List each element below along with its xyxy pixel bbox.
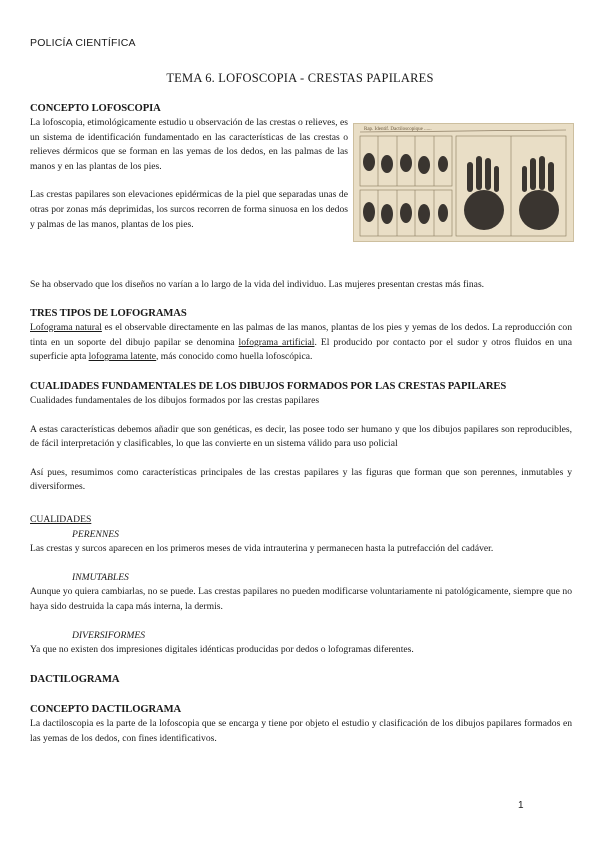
fingerprint-card-image bbox=[353, 123, 574, 242]
term-lofograma-natural: Lofograma natural bbox=[30, 322, 102, 333]
paragraph-disenos bbox=[30, 278, 572, 293]
term-lofograma-artificial: lofograma artificial bbox=[238, 336, 315, 348]
page-header: POLICÍA CIENTÍFICA bbox=[30, 37, 136, 49]
paragraph: Ya que no existen dos impresiones digitales idénticas producidas por dedos o lofogramas diferentes. bbox=[30, 644, 414, 656]
section-concepto-lofoscopia bbox=[30, 102, 348, 232]
section-tres-tipos bbox=[30, 307, 572, 365]
text-run: , más conocido como huella lofoscópica. bbox=[156, 351, 313, 363]
term-lofograma-latente: lofograma latente bbox=[88, 351, 156, 363]
quality-label-perennes: PERENNES bbox=[72, 528, 119, 540]
section-heading: TRES TIPOS DE LOFOGRAMAS bbox=[30, 308, 187, 319]
section-heading: CONCEPTO LOFOSCOPIA bbox=[30, 103, 161, 114]
quality-label-inmutables: INMUTABLES bbox=[72, 571, 129, 583]
text-run: . El producido por contacto por el sudor y otros fluidos en una superficie apta bbox=[30, 336, 572, 363]
page-title: TEMA 6. LOFOSCOPIA - CRESTAS PAPILARES bbox=[166, 71, 434, 85]
page-number: 1 bbox=[518, 800, 524, 811]
paragraph: A estas características debemos añadir que son genéticas, es decir, las posee todo ser humano y que los dibujos papilares son reproducibles, de fácil interpretación y clasificables, lo que las convierte en un sistema válido para uso policial bbox=[30, 423, 572, 450]
section-dactilograma bbox=[30, 673, 572, 746]
paragraph: La dactiloscopia es la parte de la lofoscopia que se encarga y tiene por objeto el estudio y clasificación de los dibujos papilares formados en las yemas de los dedos, con fines identificativos. bbox=[30, 718, 572, 744]
paragraph: Así pues, resumimos como características principales de las crestas papilares y las figuras que forman que son perennes, inmutables y diversiformes. bbox=[30, 466, 572, 493]
paragraph: La lofoscopia, etimológicamente estudio u observación de las crestas o relieves, es un sistema de identificación fundamentado en las características de las crestas o relieves dérmicos que se forman en las yemas de los dedos, en las palmas de las manos y en las plantas de los pies. bbox=[30, 117, 348, 172]
text-run: es el observable directamente en las palmas de las manos, plantas de los pies y yemas de los dedos. La reproducción con tinta en un soporte del dibujo papilar se denomina bbox=[30, 322, 572, 348]
section-heading: DACTILOGRAMA bbox=[30, 674, 120, 685]
paragraph: Se ha observado que los diseños no varían a lo largo de la vida del individuo. Las mujeres presentan crestas más finas. bbox=[30, 279, 485, 290]
paragraph: Las crestas y surcos aparecen en los primeros meses de vida intrauterina y permanecen hasta la putrefacción del cadáver. bbox=[30, 543, 494, 555]
section-cualidades-fundamentales bbox=[30, 380, 572, 495]
svg-text:Rap. Identif. Dactiloscopique: Rap. Identif. Dactiloscopique ...... bbox=[364, 127, 432, 132]
fingerprint-card-illustration bbox=[354, 124, 573, 241]
quality-label-diversiformes: DIVERSIFORMES bbox=[72, 629, 145, 641]
paragraph: Las crestas papilares son elevaciones epidérmicas de la piel que separadas unas de otras por zonas más deprimidas, los surcos recorren de forma sinuosa en los dedos y palmas de las manos, plantas de los pies. bbox=[30, 189, 348, 230]
section-heading: CUALIDADES bbox=[30, 514, 92, 525]
section-heading: CONCEPTO DACTILOGRAMA bbox=[30, 704, 182, 715]
paragraph bbox=[30, 321, 572, 365]
section-cualidades bbox=[30, 513, 572, 658]
paragraph: Cualidades fundamentales de los dibujos formados por las crestas papilares bbox=[30, 395, 320, 406]
paragraph: Aunque yo quiera cambiarlas, no se puede. Las crestas papilares no pueden modificarse voluntariamente ni patológicamente, siempre que no haya sido destruida la capa más interna, la dermis. bbox=[30, 586, 572, 612]
section-heading: CUALIDADES FUNDAMENTALES DE LOS DIBUJOS FORMADOS POR LAS CRESTAS PAPILARES bbox=[30, 381, 507, 392]
